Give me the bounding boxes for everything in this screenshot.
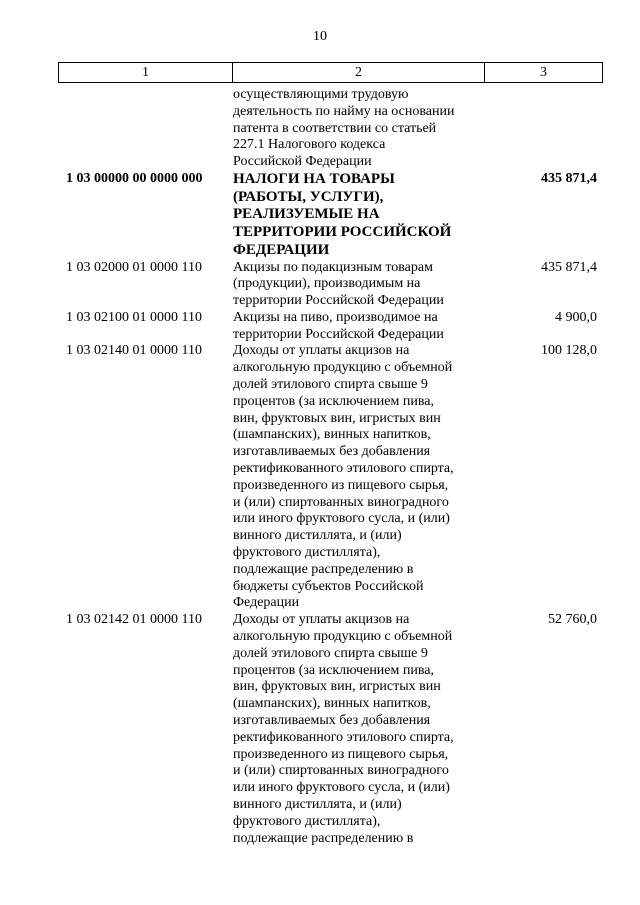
table-row [0,343,640,612]
description-line: осуществляющими трудовую [233,87,409,102]
row-description [233,612,478,847]
description-line: подлежащие распределению в [233,830,414,846]
table-body [0,87,640,847]
row-description [233,87,478,171]
description-line: процентов (за исключением пива, [233,393,434,409]
description-line: ТЕРРИТОРИИ РОССИЙСКОЙ [233,224,452,241]
description-line: вин, фруктовых вин, игристых вин [233,410,441,426]
description-line: (РАБОТЫ, УСЛУГИ), [233,188,384,205]
description-line: алкогольную продукцию с объемной [233,629,453,645]
column-header-3: 3 [540,65,547,80]
row-description [233,260,478,310]
description-line: фруктового дистиллята), [233,545,381,561]
description-line: (продукции), производимым на [233,276,421,292]
description-line: РЕАЛИЗУЕМЫЕ НА [233,206,380,223]
description-line: изготавливаемых без добавления [233,713,431,729]
description-line: деятельность по найму на основании [233,103,455,119]
description-line: Акцизы на пиво, производимое на [233,309,438,325]
column-header-1: 1 [59,63,233,82]
row-amount: 100 128,0 [541,343,597,359]
row-code: 1 03 02140 01 0000 110 [66,343,202,359]
row-description [233,171,478,260]
description-line: (шампанских), винных напитков, [233,427,431,443]
description-line: Акцизы по подакцизным товарам [233,259,433,275]
description-line: НАЛОГИ НА ТОВАРЫ [233,170,395,187]
table-row [0,87,640,171]
table-row [0,612,640,847]
table-row [0,310,640,344]
description-line: Доходы от уплаты акцизов на [233,343,410,359]
description-line: винного дистиллята, и (или) [233,797,402,812]
description-line: процентов (за исключением пива, [233,662,434,678]
description-line: территории Российской Федерации [233,293,444,309]
table-column-header [58,62,603,83]
description-line: подлежащие распределению в [233,561,414,577]
row-amount: 435 871,4 [541,259,597,275]
description-line: произведенного из пищевого сырья, [233,477,449,493]
description-line: фруктового дистиллята), [233,813,381,829]
description-line: территории Российской Федерации [233,326,444,342]
description-line: ректификованного этилового спирта, [233,729,454,745]
table-row [0,260,640,310]
row-code: 1 03 00000 00 0000 000 [66,170,203,186]
description-line: патента в соответствии со статьей [233,120,437,136]
description-line: алкогольную продукцию с объемной [233,360,453,376]
description-line: Российской Федерации [233,154,372,170]
description-line: и (или) спиртованных виноградного [233,763,449,779]
description-line: винного дистиллята, и (или) [233,528,402,544]
description-line: вин, фруктовых вин, игристых вин [233,679,441,695]
description-line: и (или) спиртованных виноградного [233,494,449,510]
description-line: 227.1 Налогового кодекса [233,137,386,153]
table-row [0,171,640,260]
description-line: бюджеты субъектов Российской [233,578,424,594]
description-line: ФЕДЕРАЦИИ [233,241,330,258]
description-line: ректификованного этилового спирта, [233,461,454,477]
description-line: долей этилового спирта свыше 9 [233,377,428,393]
column-header-2: 2 [233,63,485,82]
row-description [233,343,478,612]
page-number: 10 [313,29,327,44]
row-amount: 4 900,0 [555,309,597,325]
description-line: долей этилового спирта свыше 9 [233,645,428,661]
description-line: изготавливаемых без добавления [233,444,431,460]
description-line: Доходы от уплаты акцизов на [233,612,410,628]
row-code: 1 03 02100 01 0000 110 [66,309,202,325]
row-code: 1 03 02142 01 0000 110 [66,612,202,628]
row-description [233,310,478,344]
description-line: произведенного из пищевого сырья, [233,746,449,762]
description-line: (шампанских), винных напитков, [233,696,431,712]
description-line: Федерации [233,595,300,611]
description-line: или иного фруктового сусла, и (или) [233,780,450,796]
row-amount: 435 871,4 [541,170,597,186]
row-amount: 52 760,0 [548,612,597,628]
description-line: или иного фруктового сусла, и (или) [233,511,450,527]
row-code: 1 03 02000 01 0000 110 [66,259,202,275]
